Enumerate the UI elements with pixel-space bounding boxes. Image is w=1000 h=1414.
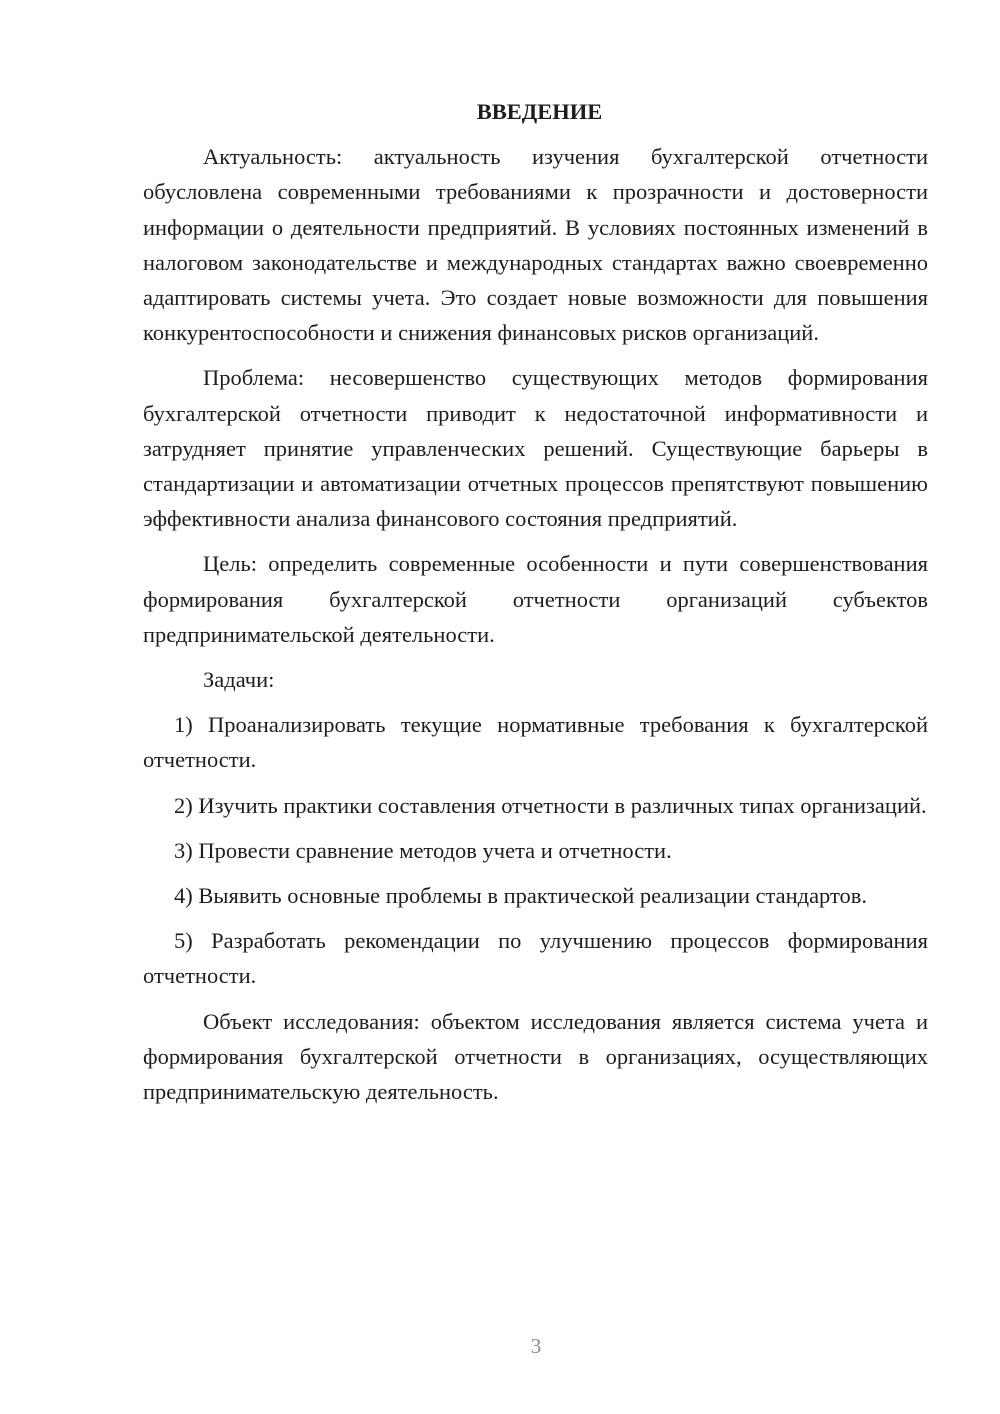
task-item-4: 4) Выявить основные проблемы в практической реализации стандартов. [174, 883, 868, 909]
paragraph-research-object: Объект исследования: объектом исследования является система учета и формирования бухгалтерской отчетности в организациях, осуществляющих предпринимательскую деятельность. [143, 1008, 928, 1105]
paragraph-relevance: Актуальность: актуальность изучения бухгалтерской отчетности обусловлена современными требованиями к прозрачности и достоверности информации о деятельности предприятий. В условиях постоянных изменений в налоговом законодательстве и международных стандартах важно своевременно адаптировать системы учета. Это создает новые возможности для повышения конкурентоспособности и снижения финансовых рисков организаций. [143, 144, 928, 346]
paragraph-problem: Проблема: несовершенство существующих методов формирования бухгалтерской отчетности приводит к недостаточной информативности и затрудняет принятие управленческих решений. Существующие барьеры в стандартизации и автоматизации отчетных процессов препятствуют повышению эффективности анализа финансового состояния предприятий. [143, 365, 928, 532]
page-content [143, 94, 928, 1119]
page-number: 3 [530, 1334, 542, 1358]
task-item-2: 2) Изучить практики составления отчетности в различных типах организаций. [174, 792, 927, 818]
task-item-3: 3) Провести сравнение методов учета и отчетности. [174, 837, 672, 863]
paragraph-goal: Цель: определить современные особенности и пути совершенствования формирования бухгалтерской отчетности организаций субъектов предпринимательской деятельности. [143, 551, 928, 647]
tasks-title: Задачи: [203, 667, 275, 693]
section-heading: ВВЕДЕНИЕ [476, 99, 603, 124]
task-item-5: 5) Разработать рекомендации по улучшению процессов формирования отчетности. [143, 928, 928, 989]
task-item-1: 1) Проанализировать текущие нормативные требования к бухгалтерской отчетности. [143, 712, 928, 773]
